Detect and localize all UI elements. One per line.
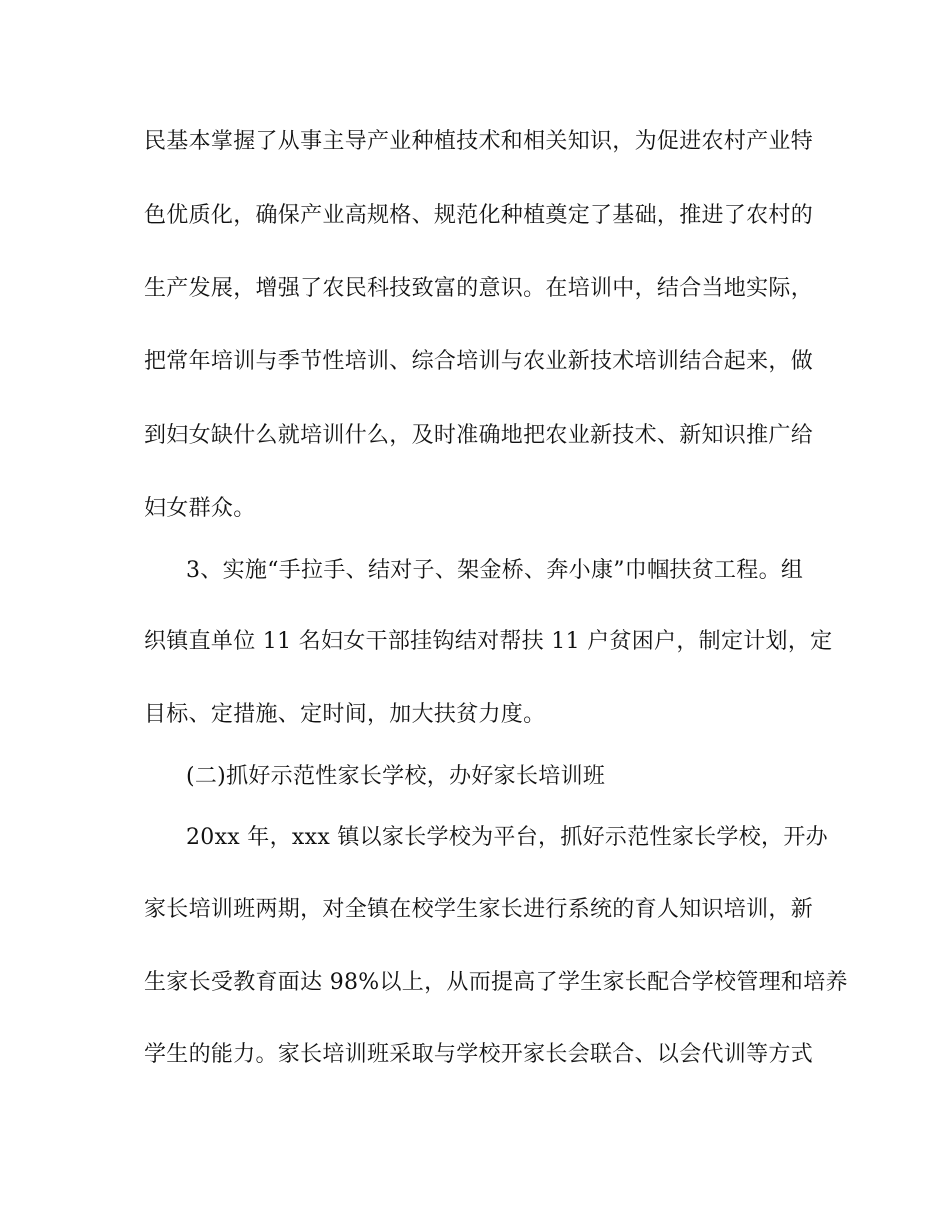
paragraph-line: 家长培训班两期，对全镇在校学生家长进行系统的育人知识培训，新 — [144, 897, 814, 922]
paragraph-line: 妇女群众。 — [144, 496, 256, 521]
paragraph-line: 20xx 年，xxx 镇以家长学校为平台，抓好示范性家长学校，开办 — [186, 825, 828, 850]
paragraph-line: 到妇女缺什么就培训什么，及时准确地把农业新技术、新知识推广给 — [144, 423, 814, 448]
paragraph-line: 生家长受教育面达 98%以上，从而提高了学生家长配合学校管理和培养 — [144, 970, 848, 995]
paragraph-line: 色优质化，确保产业高规格、规范化种植奠定了基础，推进了农村的 — [144, 203, 814, 228]
paragraph-line: 织镇直单位 11 名妇女干部挂钩结对帮扶 11 户贫困户，制定计划，定 — [144, 629, 833, 654]
paragraph-line: 民基本掌握了从事主导产业种植技术和相关知识，为促进农村产业特 — [144, 129, 814, 154]
paragraph-line: 3、实施“手拉手、结对子、架金桥、奔小康”巾帼扶贫工程。组 — [186, 558, 804, 583]
paragraph-line: 目标、定措施、定时间，加大扶贫力度。 — [144, 702, 546, 727]
paragraph-line: 把常年培训与季节性培训、综合培训与农业新技术培训结合起来，做 — [144, 349, 814, 374]
paragraph-line: 生产发展，增强了农民科技致富的意识。在培训中，结合当地实际， — [144, 276, 814, 301]
paragraph-line: 学生的能力。家长培训班采取与学校开家长会联合、以会代训等方式 — [144, 1042, 814, 1067]
section-heading: (二)抓好示范性家长学校，办好家长培训班 — [186, 764, 606, 789]
